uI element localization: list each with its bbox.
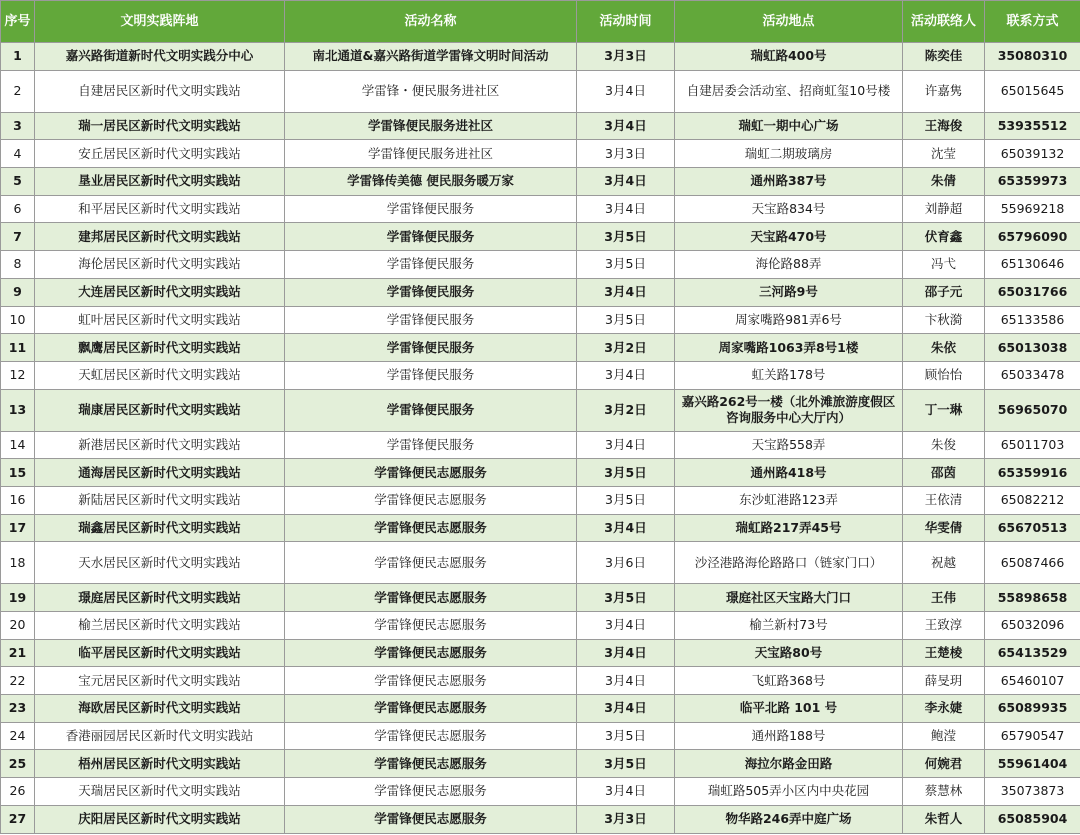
cell-activity: 学雷锋便民服务 xyxy=(285,361,577,389)
cell-contact: 冯弋 xyxy=(903,251,985,279)
cell-date: 3月5日 xyxy=(577,223,675,251)
cell-contact: 蔡慧林 xyxy=(903,778,985,806)
cell-location: 天宝路80号 xyxy=(675,639,903,667)
cell-phone: 65089935 xyxy=(985,695,1080,723)
cell-index: 6 xyxy=(1,195,35,223)
cell-contact: 朱倩 xyxy=(903,168,985,196)
cell-index: 24 xyxy=(1,722,35,750)
table-row xyxy=(1,514,1080,542)
cell-date: 3月5日 xyxy=(577,750,675,778)
cell-activity: 学雷锋便民服务进社区 xyxy=(285,140,577,168)
cell-activity: 学雷锋便民服务 xyxy=(285,431,577,459)
table-row xyxy=(1,750,1080,778)
table-row xyxy=(1,805,1080,833)
cell-contact: 李永婕 xyxy=(903,695,985,723)
cell-location: 通州路387号 xyxy=(675,168,903,196)
cell-activity: 学雷锋便民志愿服务 xyxy=(285,750,577,778)
cell-index: 16 xyxy=(1,486,35,514)
cell-date: 3月3日 xyxy=(577,43,675,71)
cell-contact: 王海俊 xyxy=(903,112,985,140)
cell-activity: 学雷锋便民志愿服务 xyxy=(285,639,577,667)
cell-activity: 学雷锋便民服务 xyxy=(285,389,577,431)
cell-index: 12 xyxy=(1,361,35,389)
cell-location: 天宝路834号 xyxy=(675,195,903,223)
cell-index: 18 xyxy=(1,542,35,584)
cell-venue: 海欧居民区新时代文明实践站 xyxy=(35,695,285,723)
cell-location: 飞虹路368号 xyxy=(675,667,903,695)
table-row xyxy=(1,334,1080,362)
cell-venue: 海伦居民区新时代文明实践站 xyxy=(35,251,285,279)
cell-index: 14 xyxy=(1,431,35,459)
cell-location: 物华路246弄中庭广场 xyxy=(675,805,903,833)
cell-phone: 65031766 xyxy=(985,278,1080,306)
table-row xyxy=(1,778,1080,806)
table-row xyxy=(1,584,1080,612)
cell-date: 3月3日 xyxy=(577,140,675,168)
cell-date: 3月5日 xyxy=(577,722,675,750)
cell-contact: 王楚棱 xyxy=(903,639,985,667)
cell-date: 3月4日 xyxy=(577,778,675,806)
cell-activity: 学雷锋便民志愿服务 xyxy=(285,695,577,723)
cell-date: 3月4日 xyxy=(577,695,675,723)
cell-location: 天宝路558弄 xyxy=(675,431,903,459)
cell-date: 3月4日 xyxy=(577,612,675,640)
cell-date: 3月2日 xyxy=(577,334,675,362)
cell-phone: 65085904 xyxy=(985,805,1080,833)
cell-date: 3月5日 xyxy=(577,306,675,334)
cell-venue: 大连居民区新时代文明实践站 xyxy=(35,278,285,306)
cell-location: 瑞虹路217弄45号 xyxy=(675,514,903,542)
cell-location: 嘉兴路262号一楼（北外滩旅游度假区咨询服务中心大厅内） xyxy=(675,389,903,431)
cell-contact: 陈奕佳 xyxy=(903,43,985,71)
cell-contact: 顾怡怡 xyxy=(903,361,985,389)
cell-date: 3月5日 xyxy=(577,251,675,279)
cell-index: 20 xyxy=(1,612,35,640)
table-row xyxy=(1,695,1080,723)
cell-date: 3月4日 xyxy=(577,112,675,140)
cell-activity: 南北通道&嘉兴路街道学雷锋文明时间活动 xyxy=(285,43,577,71)
cell-venue: 通海居民区新时代文明实践站 xyxy=(35,459,285,487)
cell-activity: 学雷锋便民服务进社区 xyxy=(285,112,577,140)
table-row xyxy=(1,112,1080,140)
cell-contact: 邵子元 xyxy=(903,278,985,306)
table-row xyxy=(1,486,1080,514)
cell-venue: 天虹居民区新时代文明实践站 xyxy=(35,361,285,389)
cell-phone: 65130646 xyxy=(985,251,1080,279)
cell-date: 3月4日 xyxy=(577,168,675,196)
cell-venue: 庆阳居民区新时代文明实践站 xyxy=(35,805,285,833)
cell-contact: 邵茵 xyxy=(903,459,985,487)
cell-venue: 飘鹰居民区新时代文明实践站 xyxy=(35,334,285,362)
table-row xyxy=(1,612,1080,640)
table-row xyxy=(1,459,1080,487)
cell-location: 东沙虹港路123弄 xyxy=(675,486,903,514)
cell-activity: 学雷锋便民服务 xyxy=(285,306,577,334)
table-row xyxy=(1,722,1080,750)
cell-location: 榆兰新村73号 xyxy=(675,612,903,640)
cell-phone: 65796090 xyxy=(985,223,1080,251)
cell-activity: 学雷锋便民志愿服务 xyxy=(285,459,577,487)
cell-index: 23 xyxy=(1,695,35,723)
cell-venue: 瑞鑫居民区新时代文明实践站 xyxy=(35,514,285,542)
cell-phone: 65033478 xyxy=(985,361,1080,389)
cell-contact: 许嘉隽 xyxy=(903,70,985,112)
table-row xyxy=(1,278,1080,306)
cell-phone: 55969218 xyxy=(985,195,1080,223)
cell-date: 3月6日 xyxy=(577,542,675,584)
cell-activity: 学雷锋便民志愿服务 xyxy=(285,778,577,806)
table-row xyxy=(1,639,1080,667)
table-row xyxy=(1,431,1080,459)
cell-phone: 65011703 xyxy=(985,431,1080,459)
cell-phone: 65015645 xyxy=(985,70,1080,112)
cell-location: 瑞虹路505弄小区内中央花园 xyxy=(675,778,903,806)
table-header xyxy=(1,1,1080,43)
cell-contact: 沈莹 xyxy=(903,140,985,168)
table-row xyxy=(1,43,1080,71)
cell-phone: 65082212 xyxy=(985,486,1080,514)
cell-location: 临平北路 101 号 xyxy=(675,695,903,723)
cell-phone: 53935512 xyxy=(985,112,1080,140)
cell-phone: 65133586 xyxy=(985,306,1080,334)
cell-activity: 学雷锋便民志愿服务 xyxy=(285,722,577,750)
cell-contact: 朱依 xyxy=(903,334,985,362)
cell-contact: 华雯倩 xyxy=(903,514,985,542)
cell-venue: 天瑞居民区新时代文明实践站 xyxy=(35,778,285,806)
cell-activity: 学雷锋・便民服务进社区 xyxy=(285,70,577,112)
cell-contact: 伏育鑫 xyxy=(903,223,985,251)
cell-location: 天宝路470号 xyxy=(675,223,903,251)
cell-activity: 学雷锋便民服务 xyxy=(285,195,577,223)
cell-activity: 学雷锋便民志愿服务 xyxy=(285,805,577,833)
cell-index: 2 xyxy=(1,70,35,112)
cell-phone: 65413529 xyxy=(985,639,1080,667)
cell-contact: 丁一琳 xyxy=(903,389,985,431)
cell-index: 7 xyxy=(1,223,35,251)
cell-location: 三河路9号 xyxy=(675,278,903,306)
cell-phone: 65013038 xyxy=(985,334,1080,362)
cell-index: 10 xyxy=(1,306,35,334)
cell-phone: 55961404 xyxy=(985,750,1080,778)
table-row xyxy=(1,70,1080,112)
cell-phone: 65790547 xyxy=(985,722,1080,750)
cell-index: 17 xyxy=(1,514,35,542)
cell-phone: 35073873 xyxy=(985,778,1080,806)
cell-index: 22 xyxy=(1,667,35,695)
cell-location: 周家嘴路981弄6号 xyxy=(675,306,903,334)
cell-date: 3月5日 xyxy=(577,584,675,612)
cell-date: 3月4日 xyxy=(577,639,675,667)
cell-venue: 新港居民区新时代文明实践站 xyxy=(35,431,285,459)
cell-contact: 王依清 xyxy=(903,486,985,514)
cell-location: 瑞虹路400号 xyxy=(675,43,903,71)
table-row xyxy=(1,667,1080,695)
cell-venue: 自建居民区新时代文明实践站 xyxy=(35,70,285,112)
cell-date: 3月3日 xyxy=(577,805,675,833)
cell-date: 3月4日 xyxy=(577,278,675,306)
cell-venue: 璟庭居民区新时代文明实践站 xyxy=(35,584,285,612)
cell-phone: 65670513 xyxy=(985,514,1080,542)
cell-phone: 65087466 xyxy=(985,542,1080,584)
cell-location: 自建居委会活动室、招商虹玺10号楼 xyxy=(675,70,903,112)
cell-contact: 刘静超 xyxy=(903,195,985,223)
header-date: 活动时间 xyxy=(577,1,675,43)
cell-index: 1 xyxy=(1,43,35,71)
table-row xyxy=(1,168,1080,196)
cell-activity: 学雷锋便民服务 xyxy=(285,251,577,279)
cell-activity: 学雷锋便民志愿服务 xyxy=(285,514,577,542)
cell-location: 通州路418号 xyxy=(675,459,903,487)
cell-location: 瑞虹一期中心广场 xyxy=(675,112,903,140)
table-row xyxy=(1,542,1080,584)
cell-contact: 朱俊 xyxy=(903,431,985,459)
header-row xyxy=(1,1,1080,43)
cell-activity: 学雷锋便民志愿服务 xyxy=(285,486,577,514)
cell-contact: 王致淳 xyxy=(903,612,985,640)
cell-location: 海拉尔路金田路 xyxy=(675,750,903,778)
cell-venue: 瑞一居民区新时代文明实践站 xyxy=(35,112,285,140)
cell-index: 8 xyxy=(1,251,35,279)
cell-location: 虹关路178号 xyxy=(675,361,903,389)
cell-index: 19 xyxy=(1,584,35,612)
table-row xyxy=(1,251,1080,279)
header-activity: 活动名称 xyxy=(285,1,577,43)
header-location: 活动地点 xyxy=(675,1,903,43)
cell-date: 3月4日 xyxy=(577,667,675,695)
cell-activity: 学雷锋便民志愿服务 xyxy=(285,542,577,584)
cell-venue: 瑞康居民区新时代文明实践站 xyxy=(35,389,285,431)
cell-contact: 薛旻玥 xyxy=(903,667,985,695)
cell-index: 9 xyxy=(1,278,35,306)
table-row xyxy=(1,140,1080,168)
cell-date: 3月4日 xyxy=(577,70,675,112)
cell-venue: 香港丽园居民区新时代文明实践站 xyxy=(35,722,285,750)
cell-location: 瑞虹二期玻璃房 xyxy=(675,140,903,168)
table-row xyxy=(1,389,1080,431)
cell-index: 27 xyxy=(1,805,35,833)
cell-phone: 65039132 xyxy=(985,140,1080,168)
cell-location: 璟庭社区天宝路大门口 xyxy=(675,584,903,612)
cell-venue: 梧州居民区新时代文明实践站 xyxy=(35,750,285,778)
cell-venue: 嘉兴路街道新时代文明实践分中心 xyxy=(35,43,285,71)
header-contact: 活动联络人 xyxy=(903,1,985,43)
table-row xyxy=(1,361,1080,389)
cell-index: 26 xyxy=(1,778,35,806)
cell-phone: 35080310 xyxy=(985,43,1080,71)
cell-activity: 学雷锋便民服务 xyxy=(285,278,577,306)
cell-contact: 祝越 xyxy=(903,542,985,584)
cell-location: 海伦路88弄 xyxy=(675,251,903,279)
cell-index: 25 xyxy=(1,750,35,778)
cell-phone: 56965070 xyxy=(985,389,1080,431)
cell-contact: 鲍滢 xyxy=(903,722,985,750)
cell-venue: 垦业居民区新时代文明实践站 xyxy=(35,168,285,196)
cell-activity: 学雷锋便民服务 xyxy=(285,223,577,251)
cell-location: 通州路188号 xyxy=(675,722,903,750)
cell-date: 3月4日 xyxy=(577,431,675,459)
cell-venue: 临平居民区新时代文明实践站 xyxy=(35,639,285,667)
cell-phone: 65460107 xyxy=(985,667,1080,695)
cell-index: 3 xyxy=(1,112,35,140)
cell-phone: 65359973 xyxy=(985,168,1080,196)
cell-phone: 65359916 xyxy=(985,459,1080,487)
cell-venue: 和平居民区新时代文明实践站 xyxy=(35,195,285,223)
cell-location: 沙泾港路海伦路路口（链家门口） xyxy=(675,542,903,584)
cell-date: 3月4日 xyxy=(577,361,675,389)
cell-activity: 学雷锋传美德 便民服务暖万家 xyxy=(285,168,577,196)
cell-index: 15 xyxy=(1,459,35,487)
cell-contact: 王伟 xyxy=(903,584,985,612)
cell-index: 4 xyxy=(1,140,35,168)
cell-index: 13 xyxy=(1,389,35,431)
cell-index: 11 xyxy=(1,334,35,362)
table-row xyxy=(1,195,1080,223)
cell-venue: 安丘居民区新时代文明实践站 xyxy=(35,140,285,168)
table-row xyxy=(1,223,1080,251)
cell-phone: 65032096 xyxy=(985,612,1080,640)
cell-location: 周家嘴路1063弄8号1楼 xyxy=(675,334,903,362)
table-body xyxy=(1,43,1080,834)
cell-activity: 学雷锋便民志愿服务 xyxy=(285,667,577,695)
cell-index: 21 xyxy=(1,639,35,667)
cell-venue: 建邦居民区新时代文明实践站 xyxy=(35,223,285,251)
cell-activity: 学雷锋便民志愿服务 xyxy=(285,584,577,612)
cell-contact: 朱哲人 xyxy=(903,805,985,833)
header-venue: 文明实践阵地 xyxy=(35,1,285,43)
cell-date: 3月2日 xyxy=(577,389,675,431)
cell-date: 3月5日 xyxy=(577,486,675,514)
cell-contact: 何婉君 xyxy=(903,750,985,778)
cell-venue: 宝元居民区新时代文明实践站 xyxy=(35,667,285,695)
cell-index: 5 xyxy=(1,168,35,196)
cell-date: 3月5日 xyxy=(577,459,675,487)
cell-date: 3月4日 xyxy=(577,514,675,542)
cell-activity: 学雷锋便民服务 xyxy=(285,334,577,362)
cell-date: 3月4日 xyxy=(577,195,675,223)
cell-venue: 新陆居民区新时代文明实践站 xyxy=(35,486,285,514)
header-phone: 联系方式 xyxy=(985,1,1080,43)
cell-venue: 天水居民区新时代文明实践站 xyxy=(35,542,285,584)
cell-activity: 学雷锋便民志愿服务 xyxy=(285,612,577,640)
cell-venue: 榆兰居民区新时代文明实践站 xyxy=(35,612,285,640)
cell-contact: 卞秋漪 xyxy=(903,306,985,334)
cell-venue: 虹叶居民区新时代文明实践站 xyxy=(35,306,285,334)
header-index: 序号 xyxy=(1,1,35,43)
cell-phone: 55898658 xyxy=(985,584,1080,612)
table-row xyxy=(1,306,1080,334)
